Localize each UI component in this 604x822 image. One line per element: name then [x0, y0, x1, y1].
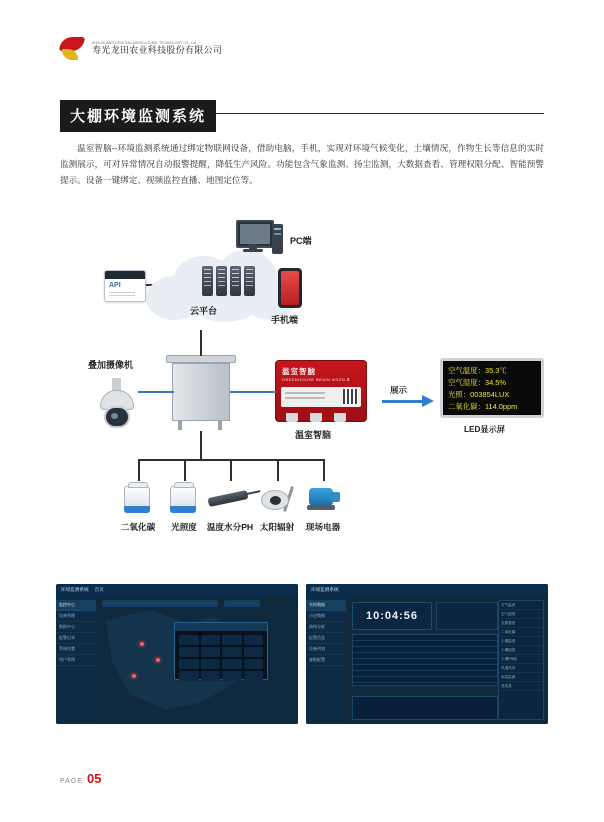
line-cabinet-bus: [200, 431, 202, 459]
company-name-cn: 寿光龙田农业科技股份有限公司: [92, 44, 223, 55]
map-view: [96, 596, 298, 724]
company-name-en: SHOUGUANG LONGTIAN AGRICULTURAL TECHNOLOGY CO., Ltd.: [92, 41, 197, 46]
controller-device-icon: [275, 360, 367, 422]
metric-list: [498, 600, 544, 720]
map-pin: [132, 674, 136, 678]
page-title: 大棚环境监测系统: [60, 100, 216, 132]
api-card-icon: [104, 270, 146, 302]
metric-item: 光照强度: [499, 619, 543, 628]
screenshot-title: 环境监测系统: [311, 587, 339, 592]
sidebar-item: 用户管理: [56, 655, 96, 666]
sensor-motor: [295, 480, 351, 533]
screenshot-content: [346, 596, 548, 724]
screenshot-title: 环境监测系统: [61, 587, 89, 592]
company-name-block: [92, 42, 222, 55]
sidebar-item: 数据中心: [56, 622, 96, 633]
line-bus-sensor-2: [184, 459, 186, 481]
company-header: [60, 36, 222, 62]
metric-item: 蒸发量: [499, 682, 543, 691]
phone-icon: [278, 268, 302, 308]
sidebar-item: 历史数据: [306, 611, 346, 622]
sensor-label: 太阳辐射: [259, 522, 295, 532]
section-title-wrap: [60, 100, 544, 132]
metric-item: 雨量监测: [499, 673, 543, 682]
company-logo-icon: [60, 36, 86, 62]
sidebar-item: 报警信息: [306, 633, 346, 644]
line-bus-sensor-4: [277, 459, 279, 481]
metric-item: 二氧化碳: [499, 628, 543, 637]
line-cabinet-cloud: [200, 330, 202, 356]
server-rack-icon: [202, 266, 255, 296]
phone-label: 手机端: [271, 315, 299, 325]
show-label: 展示: [390, 385, 408, 395]
sidebar-item: 监控中心: [56, 600, 96, 611]
data-table: [352, 634, 498, 686]
line-camera-cabinet: [138, 391, 174, 393]
sidebar-item: 设备列表: [306, 644, 346, 655]
map-pin: [140, 642, 144, 646]
metric-item: 土壤温度: [499, 637, 543, 646]
screenshot-tab: 首页: [94, 587, 104, 592]
camera-icon: [94, 378, 140, 434]
metric-item: 土壤PH值: [499, 655, 543, 664]
weather-station-cabinet-icon: [172, 355, 230, 431]
sidebar-item: 系统设置: [56, 644, 96, 655]
page-number: 05: [86, 771, 102, 786]
screenshot-dashboard: [306, 584, 548, 724]
led-row-co2: 二氧化碳：114.0ppm: [448, 402, 518, 411]
controller-label: 温室智脑: [295, 430, 332, 440]
screenshot-row: [56, 584, 548, 724]
screenshot-sidebar: [306, 596, 346, 724]
sidebar-item: 曲线分析: [306, 622, 346, 633]
system-diagram: [60, 218, 544, 558]
sensor-label: 二氧化碳: [120, 522, 156, 532]
clock-display: 10:04:56: [352, 602, 432, 630]
sidebar-item: 参数配置: [306, 655, 346, 666]
map-pin: [156, 658, 160, 662]
controller-sub: GREENHOUSE BRAIN WSZN-Ⅲ: [282, 377, 350, 382]
led-display: [440, 358, 544, 418]
metric-item: 风速风向: [499, 664, 543, 673]
line-bus-sensor-5: [323, 459, 325, 481]
show-arrow: [382, 386, 436, 408]
screenshot-topbar: [56, 584, 298, 596]
led-row-air-humidity: 空气湿度：34.5%: [448, 378, 506, 387]
led-row-air-temp: 空气温度：35.3℃: [448, 366, 507, 375]
cloud-label: 云平台: [190, 306, 218, 316]
sensor-label: 现场电器: [305, 522, 341, 532]
api-label: API: [109, 282, 121, 289]
map-filter-dropdown: [224, 600, 260, 607]
chart-panel: [352, 696, 498, 720]
metric-item: 土壤湿度: [499, 646, 543, 655]
pc-label: PC端: [290, 236, 312, 246]
metric-item: 空气温度: [499, 601, 543, 610]
controller-brand: 温室智脑: [282, 367, 316, 376]
pc-icon: [236, 218, 284, 262]
line-bus-sensor-1: [138, 459, 140, 481]
sensor-label: 光照度: [171, 522, 197, 532]
line-bus-sensor-3: [230, 459, 232, 481]
screenshot-content: [96, 596, 298, 724]
screenshot-sidebar: [56, 596, 96, 724]
page-word: PAGE: [60, 778, 83, 785]
sensor-label: 温度水分PH: [206, 522, 254, 532]
sidebar-item: 实时数据: [306, 600, 346, 611]
map-search-input: [102, 600, 218, 607]
sidebar-item: 设备管理: [56, 611, 96, 622]
camera-label: 叠加摄像机: [88, 360, 134, 370]
screenshot-map: [56, 584, 298, 724]
section-paragraph: 温室智脑--环境监测系统通过绑定物联网设备，借助电脑，手机，实现对环境气候变化，土壤情况，作物生长等信息的实时监测展示，可对异常情况自动报警提醒，降低生产风险。功能包含气象监测、扬尘监测，大数据查看、管理权限分配、智能预警提示。设备一键绑定、视频监控直播、地图定位等。: [60, 143, 544, 185]
sensor-row: [110, 480, 390, 554]
qr-code-icon: [343, 389, 358, 404]
led-caption: LED显示屏: [464, 425, 505, 434]
metric-item: 空气湿度: [499, 610, 543, 619]
led-row-light: 光照：003854LUX: [448, 390, 510, 399]
line-cabinet-controller: [230, 391, 276, 393]
motor-icon: [295, 480, 351, 518]
sidebar-item: 报警记录: [56, 633, 96, 644]
kpi-tile: [436, 602, 498, 630]
screenshot-topbar: [306, 584, 548, 596]
page-footer: [60, 771, 101, 786]
map-popup: [174, 622, 268, 680]
